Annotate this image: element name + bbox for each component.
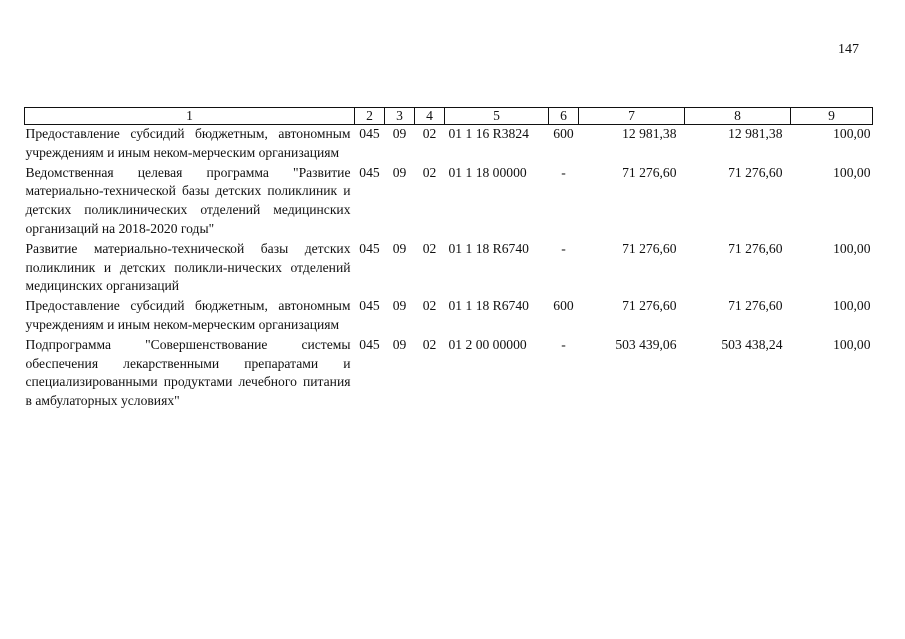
table-header bbox=[25, 108, 873, 125]
row-name: Ведомственная целевая программа "Развитие материально-технической базы детских поликлиник и детских поликлинических отделений медицинских организаций на 2018-2020 годы" bbox=[25, 164, 351, 236]
row-value-7: 71 276,60 bbox=[622, 164, 677, 180]
row-percent: 100,00 bbox=[833, 240, 871, 256]
row-percent: 100,00 bbox=[833, 164, 871, 180]
row-expense-type: - bbox=[561, 336, 566, 352]
header-col-1: 1 bbox=[25, 108, 355, 125]
table-row bbox=[25, 164, 873, 240]
header-col-4: 4 bbox=[415, 108, 445, 125]
header-col-5: 5 bbox=[445, 108, 549, 125]
header-row bbox=[25, 108, 873, 125]
table-row bbox=[25, 336, 873, 412]
header-col-9: 9 bbox=[791, 108, 873, 125]
row-subsection: 02 bbox=[422, 298, 437, 314]
row-percent: 100,00 bbox=[833, 126, 871, 141]
row-name: Подпрограмма "Совершенствование системы обеспечения лекарственными препаратами и специализированными продуктами лечебного питания в амбулаторных условиях" bbox=[25, 336, 351, 409]
row-name: Развитие материально-технической базы детских поликлиник и детских поликли-нических отделений медицинских организаций bbox=[25, 240, 351, 294]
header-col-2: 2 bbox=[355, 108, 385, 125]
row-value-8: 71 276,60 bbox=[728, 240, 783, 256]
row-subsection: 02 bbox=[422, 126, 437, 141]
row-ministry-code: 045 bbox=[359, 240, 380, 256]
row-ministry-code: 045 bbox=[359, 164, 380, 180]
row-value-7: 503 439,06 bbox=[615, 336, 677, 352]
row-subsection: 02 bbox=[422, 336, 437, 352]
row-target-article: 01 1 16 R3824 bbox=[448, 126, 529, 141]
budget-table bbox=[24, 107, 873, 412]
row-subsection: 02 bbox=[422, 240, 437, 256]
table-row bbox=[25, 297, 873, 336]
row-expense-type: - bbox=[561, 164, 566, 180]
header-col-3: 3 bbox=[385, 108, 415, 125]
row-ministry-code: 045 bbox=[359, 298, 380, 314]
page-number: 147 bbox=[838, 42, 859, 57]
header-col-6: 6 bbox=[549, 108, 579, 125]
row-target-article: 01 2 00 00000 bbox=[448, 336, 527, 352]
row-section: 09 bbox=[392, 164, 407, 180]
row-section: 09 bbox=[392, 336, 407, 352]
row-ministry-code: 045 bbox=[359, 336, 380, 352]
row-percent: 100,00 bbox=[833, 298, 871, 314]
row-expense-type: - bbox=[561, 240, 566, 256]
row-section: 09 bbox=[392, 240, 407, 256]
row-value-8: 503 438,24 bbox=[721, 336, 783, 352]
row-percent: 100,00 bbox=[833, 336, 871, 352]
row-subsection: 02 bbox=[422, 164, 437, 180]
row-ministry-code: 045 bbox=[359, 126, 380, 141]
row-name: Предоставление субсидий бюджетным, автономным учреждениям и иным неком-мерческим организациям bbox=[25, 126, 351, 160]
row-value-8: 71 276,60 bbox=[728, 298, 783, 314]
table-row bbox=[25, 125, 873, 164]
row-value-7: 71 276,60 bbox=[622, 240, 677, 256]
row-target-article: 01 1 18 R6740 bbox=[448, 298, 529, 314]
row-value-8: 12 981,38 bbox=[728, 126, 783, 141]
header-col-7: 7 bbox=[579, 108, 685, 125]
row-target-article: 01 1 18 R6740 bbox=[448, 240, 529, 256]
row-expense-type: 600 bbox=[553, 126, 574, 141]
row-value-7: 12 981,38 bbox=[622, 126, 677, 141]
row-name: Предоставление субсидий бюджетным, автономным учреждениям и иным неком-мерческим организациям bbox=[25, 298, 351, 332]
header-col-8: 8 bbox=[685, 108, 791, 125]
row-section: 09 bbox=[392, 126, 407, 141]
row-value-8: 71 276,60 bbox=[728, 164, 783, 180]
table-body bbox=[25, 125, 873, 412]
row-target-article: 01 1 18 00000 bbox=[448, 164, 527, 180]
row-expense-type: 600 bbox=[553, 298, 574, 314]
row-section: 09 bbox=[392, 298, 407, 314]
table-row bbox=[25, 240, 873, 297]
row-value-7: 71 276,60 bbox=[622, 298, 677, 314]
